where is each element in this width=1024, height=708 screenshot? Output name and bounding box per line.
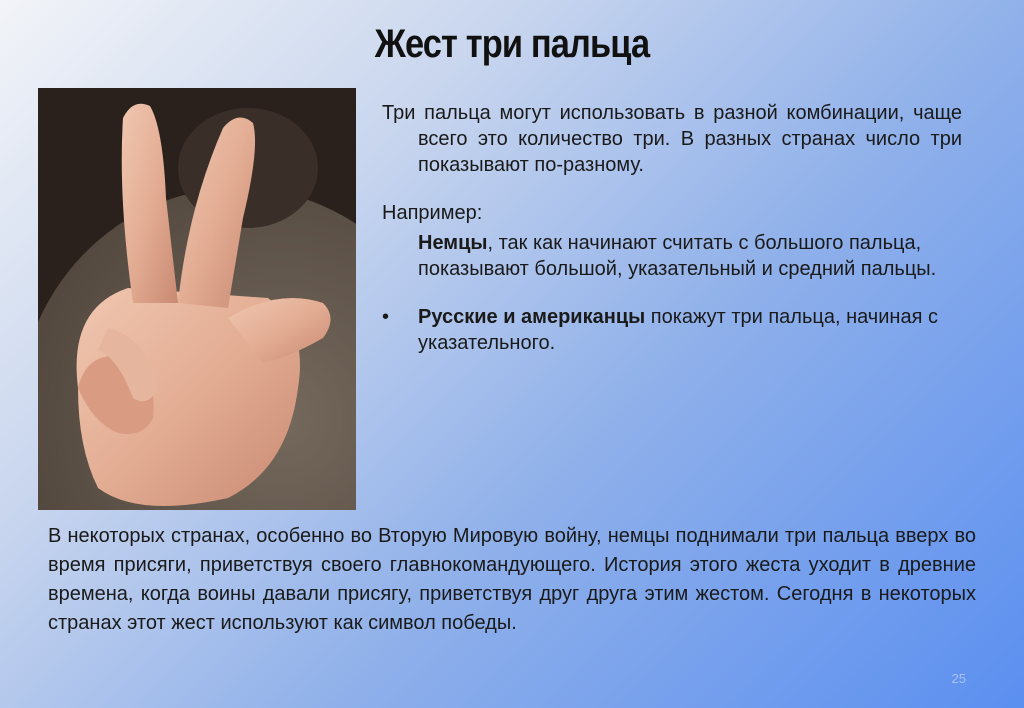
- example-label: Например:: [382, 202, 483, 224]
- example-germans: [382, 230, 962, 282]
- three-fingers-hand-image: [38, 88, 356, 510]
- content-column: [382, 100, 962, 356]
- bullet-russians-rest: покажут три пальца, начиная с указательного.: [418, 306, 938, 354]
- bullet-russians-bold: Русские и американцы: [418, 306, 646, 328]
- hand-gesture-photo: [38, 88, 356, 510]
- example-germans-text: , так как начинают считать с большого пальца, показывают большой, указательный и средний пальцы.: [418, 232, 937, 280]
- example-germans-bold: Немцы: [418, 232, 488, 254]
- intro-paragraph: Три пальца могут использовать в разной комбинации, чаще всего это количество три. В разных странах число три показывают по-разному.: [382, 102, 962, 176]
- bullet-russians: [382, 304, 962, 356]
- page-title: Жест три пальца: [374, 22, 650, 66]
- bottom-paragraph: В некоторых странах, особенно во Вторую Мировую войну, немцы поднимали три пальца вверх во время присяги, приветствуя своего главнокомандующего. История этого жеста уходит в древние времена, когда воины давали присягу, приветствуя друг друга этим жестом. Сегодня в некоторых странах этот жест используют как символ победы.: [48, 525, 976, 634]
- bullet-russians-text: [418, 304, 962, 356]
- bullet-symbol: •: [382, 306, 390, 328]
- page-number: 25: [951, 671, 966, 686]
